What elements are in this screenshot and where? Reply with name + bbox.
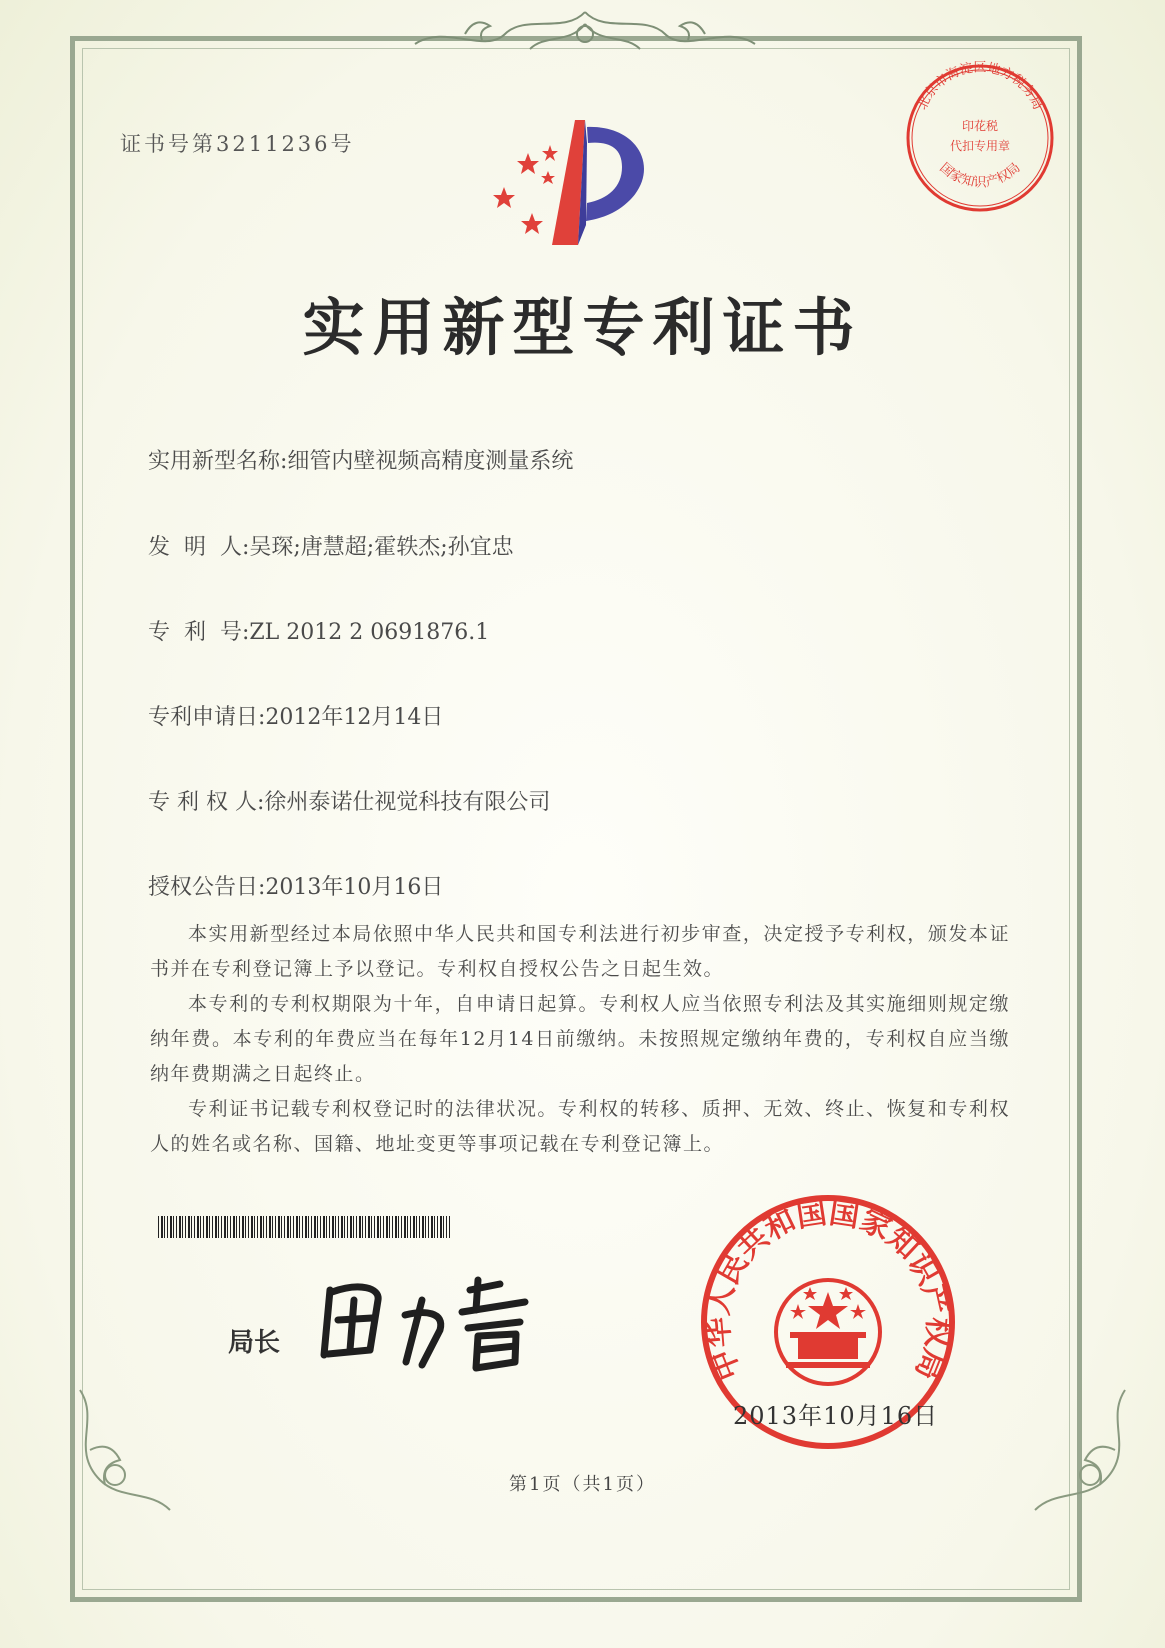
field-application-date [148,700,443,731]
field-value: 徐州泰诺仕视觉科技有限公司 [264,790,551,815]
paragraph-grant: 本实用新型经过本局依照中华人民共和国专利法进行初步审查，决定授予专利权，颁发本证书并在专利登记簿上予以登记。专利权自授权公告之日起生效。 [150,923,1010,980]
tax-stamp-line-1: 印花税 [961,119,999,133]
stamp-outer-text: 中华人民共和国国家知识产权局 [700,1195,956,1385]
barcode [158,1216,450,1238]
bottom-left-ornament-icon [60,1380,210,1530]
field-value: 细管内壁视频高精度测量系统 [287,449,574,474]
certificate-title: 实用新型专利证书 [302,291,863,364]
field-value: 吴琛;唐慧超;霍轶杰;孙宜忠 [249,535,514,560]
tax-stamp [900,58,1060,218]
field-value: ZL 2012 2 0691876.1 [249,620,490,645]
field-patent-number [148,615,489,646]
patent-office-logo-icon [490,115,670,255]
certificate-number: 证书号第3211236号 [120,132,355,156]
field-grant-date [148,870,443,901]
field-label: 专利申请日: [148,705,266,730]
field-inventors [148,530,514,561]
field-utility-model-name [148,444,573,475]
tax-stamp-bottom-text: 国家知识产权局 [936,160,1024,191]
top-ornament-icon [405,4,765,64]
field-label: 授权公告日: [148,875,266,900]
field-value: 2012年12月14日 [265,705,444,730]
issue-date: 2013年10月16日 [733,1402,939,1430]
field-label: 专 利 权 人: [148,790,265,815]
field-value: 2013年10月16日 [265,875,444,900]
page-number: 第1页（共1页） [509,1474,656,1495]
field-label: 实用新型名称: [148,449,288,474]
director-label: 局长 [228,1328,281,1358]
paragraph-term: 本专利的专利权期限为十年，自申请日起算。专利权人应当依照专利法及其实施细则规定缴纳年费。本专利的年费应当在每年12月14日前缴纳。未按照规定缴纳年费的，专利权自应当缴纳年费期满之日起终止。 [150,993,1010,1085]
paragraph-legal-status: 专利证书记载专利权登记时的法律状况。专利权的转移、质押、无效、终止、恢复和专利权人的姓名或名称、国籍、地址变更等事项记载在专利登记簿上。 [150,1098,1010,1155]
tax-stamp-outer-text: 北京市海淀区地方税务局 [914,60,1046,113]
director-signature [310,1270,570,1380]
bottom-right-ornament-icon [995,1380,1145,1530]
tax-stamp-line-2: 代扣专用章 [949,139,1011,153]
field-label: 专 利 号: [148,620,250,645]
field-patentee [148,785,550,816]
field-label: 发 明 人: [148,535,250,560]
national-emblem-icon [776,1280,880,1384]
